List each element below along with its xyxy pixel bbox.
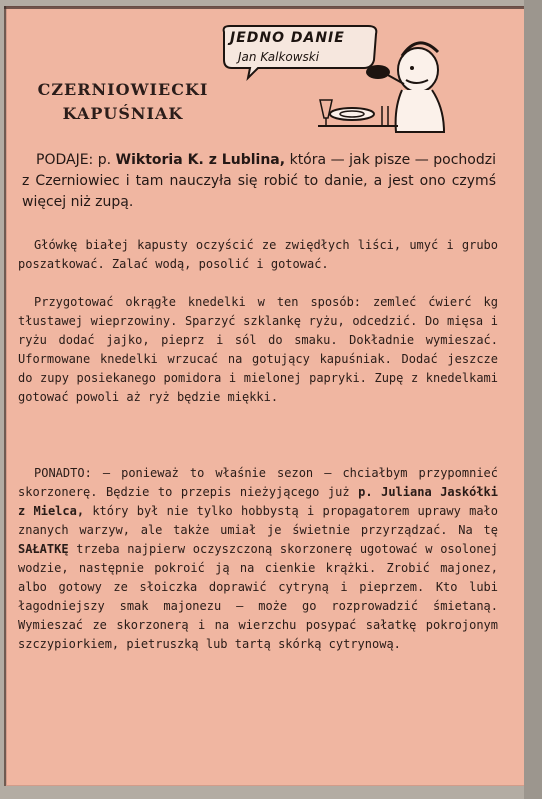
salad-keyword: SAŁATKĘ [18,542,69,556]
lead-paragraph [22,150,496,213]
title-line-1: CZERNIOWIECKI [37,80,209,99]
paragraph-cabbage [18,236,498,274]
column-label: JEDNO DANIE [230,30,345,46]
lead-name: Wiktoria K. z Lublina, [115,152,286,168]
paragraph-dumplings-text: Przygotować okrągłe knedelki w ten sposób: zemleć ćwierć kg tłustawej wieprzowiny. Sparzyć szklankę ryżu, odcedzić. Do mięsa i ryżu dodać jajko, pieprz i sól do smaku. Dokładnie wymieszać. Uformowane knedelki wrzucać na gotujący kapuśniak. Dodać jeszcze do zupy posiekanego pomidora i mielonej papryki. Zupę z knedelkami gotować powoli aż ryż będzie miękki. [18,295,498,404]
lead-rest: która — jak pisze — pochodzi z Czerniowiec i tam nauczyła się robić to danie, a jest ono czymś więcej niż zupą. [22,152,496,210]
paragraph-cabbage-text: Główkę białej kapusty oczyścić ze zwiędłych liści, umyć i grubo poszatkować. Zalać wodą, posolić i gotować. [18,238,498,271]
top-rule [4,6,524,9]
paragraph-dumplings [18,293,498,407]
article-title [18,78,228,126]
paragraph-salsify-text-a: PONADTO: — ponieważ to właśnie sezon — chciałbym przypomnieć skorzonerę. Będzie to przepis nieżyjącego już [18,466,498,499]
paragraph-salsify [18,464,498,654]
page-edge [524,0,542,799]
salsify-author-name: p. Juliana Jaskółki z Mielca, [18,485,498,518]
lead-intro: PODAJE: p. [36,152,112,168]
title-line-2: KAPUŚNIAK [62,104,184,123]
paragraph-salsify-text-c: trzeba najpierw oczyszczoną skorzonerę ugotować w osolonej wodzie, następnie pokroić ją na cienkie krążki. Zrobić majonez, albo gotowy ze słoiczka doprawić cytryną i pieprzem. Kto lubi łagodniejszy smak majonezu — może go rozprowadzić śmietaną. Wymieszać ze skorzonerą i na wierzchu posypać sałatkę pokrojonym szczypiorkiem, pietruszką lub tartą skórką cytrynową. [18,542,498,651]
paragraph-salsify-text-b: który był nie tylko hobbystą i propagatorem uprawy mało znanych warzyw, ale także umiał je świetnie przyrządzać. Na tę [18,504,498,537]
column-author: Jan Kalkowski [238,50,320,64]
column-badge [218,22,458,134]
